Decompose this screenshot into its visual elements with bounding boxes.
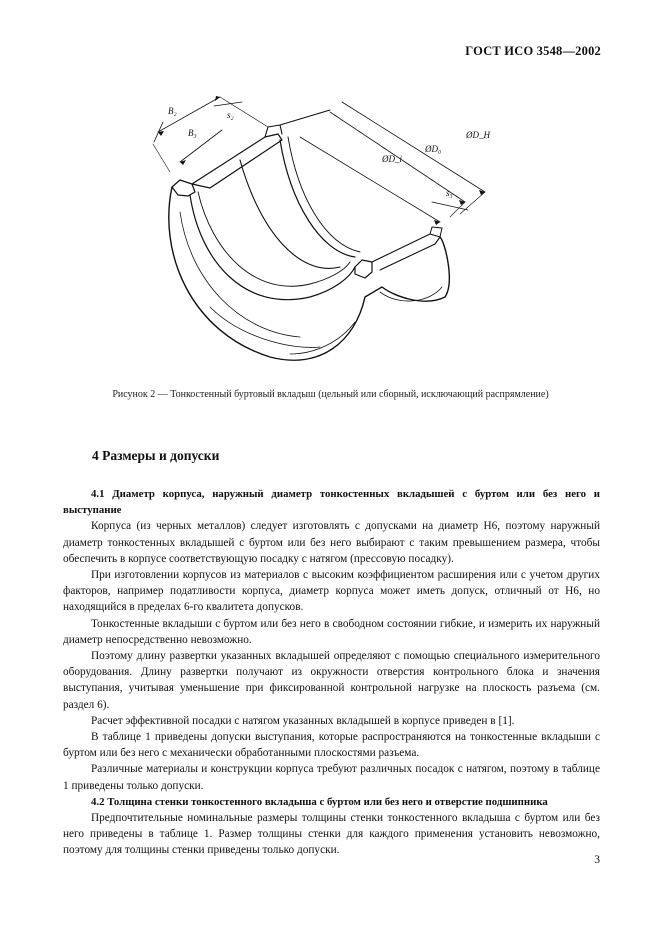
subsection-heading: 4.1 Диаметр корпуса, наружный диаметр тонкостенных вкладышей с буртом или без него и выступание: [63, 488, 600, 517]
paragraph: При изготовлении корпусов из материалов с высоким коэффициентом расширения или с учетом других факторов, например податливости корпуса, диаметр корпуса может иметь допуск, отличный от Н6, но находящийся в пределах 6-го квалитета допусков.: [63, 569, 600, 614]
label-do: ØD₀: [425, 144, 442, 154]
page-number: 3: [594, 854, 600, 866]
label-s3: s₃: [446, 188, 453, 198]
paragraph: Расчет эффективной посадки с натягом указанных вкладышей в корпусе приведен в [1].: [91, 714, 515, 727]
label-b3: B₃: [188, 128, 197, 138]
bearing-shell-drawing: [150, 92, 510, 382]
paragraph: Предпочтительные номинальные размеры толщины стенки тонкостенного вкладыша с буртом или без него приведены в таблице 1. Размер толщины стенки для каждого применения установить невозможно, поэтому для толщины стенки приведены только допуски.: [63, 812, 600, 857]
label-dh: ØD_H: [466, 130, 490, 140]
paragraph: Тонкостенные вкладыши с буртом или без него в свободном состоянии гибкие, и измерить их наружный диаметр непосредственно невозможно.: [63, 617, 600, 646]
subsection-heading: 4.2 Толщина стенки тонкостенного вкладыша с буртом или без него и отверстие подшипника: [91, 795, 548, 808]
figure-caption: Рисунок 2 — Тонкостенный буртовый вкладыш (цельный или сборный, исключающий распрямление): [112, 389, 549, 400]
label-b2: B₂: [168, 106, 177, 116]
document-header: ГОСТ ИСО 3548—2002: [465, 44, 601, 58]
paragraph: Различные материалы и конструкции корпуса требуют различных посадок с натягом, поэтому в таблице 1 приведены только допуски.: [63, 763, 600, 792]
paragraph: Поэтому длину развертки указанных вкладышей определяют с помощью специального измерительного оборудования. Длину развертки получают из окружности отверстия контрольного блока и значения выступания, учитывая уменьшение при фиксированной контрольной нагрузке на плоскость разъема (см. раздел 6).: [63, 650, 600, 711]
label-di: ØD_i: [382, 154, 402, 164]
paragraph: В таблице 1 приведены допуски выступания, которые распространяются на тонкостенные вкладыши с буртом или без него с механически обработанными плоскостями разъема.: [63, 731, 600, 760]
body-text: [63, 486, 600, 859]
section-title: 4 Размеры и допуски: [92, 448, 220, 463]
paragraph: Корпуса (из черных металлов) следует изготовлять с допусками на диаметр Н6, поэтому наружный диаметр тонкостенных вкладышей с буртом или без него выбирают с таким превышением размера, чтобы обеспечить в корпусе соответствующую посадку с натягом (прессовую посадку).: [63, 520, 600, 565]
label-s2: s₂: [227, 110, 234, 120]
